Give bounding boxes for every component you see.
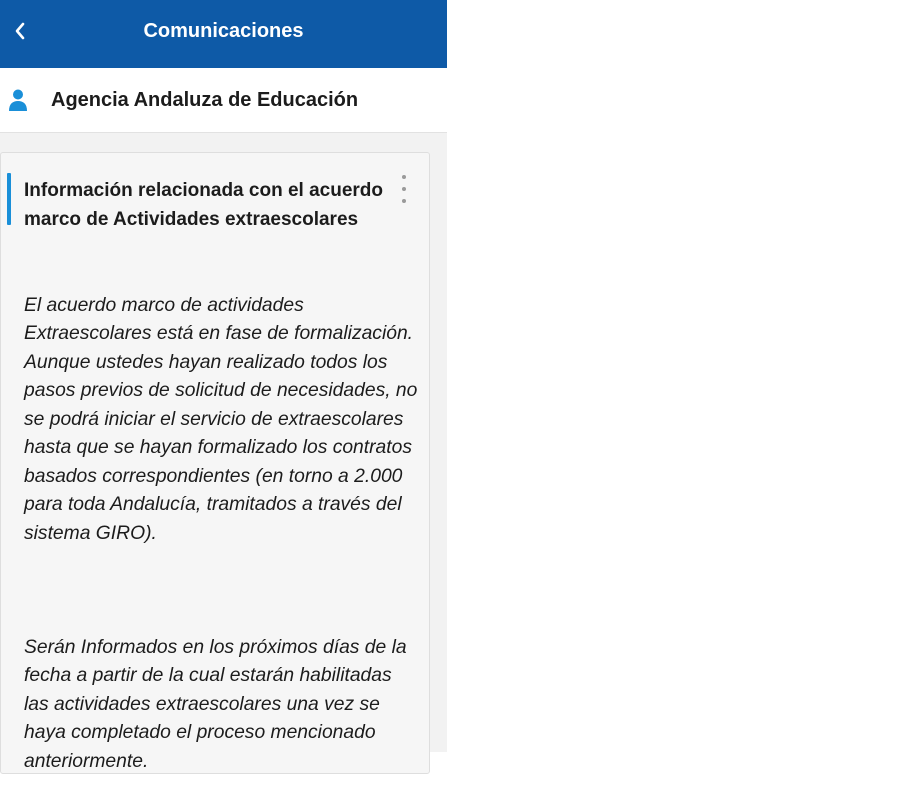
message-paragraph: Serán Informados en los próximos días de la fecha a partir de la cual estarán habilitadas las actividades extraescolares una vez se haya completado el proceso mencionado anteriormente.: [24, 636, 407, 772]
sender-row: [0, 68, 447, 133]
sender-name: Agencia Andaluza de Educación: [51, 89, 359, 111]
person-icon: [8, 88, 28, 112]
message-card[interactable]: [0, 152, 430, 774]
more-vertical-icon[interactable]: [395, 175, 413, 203]
message-paragraph: El acuerdo marco de actividades Extraescolares está en fase de formalización. Aunque ustedes hayan realizado todos los pasos previos de solicitud de necesidades, no se podrá iniciar el servicio de extraescolares hasta que se hayan formalizado los contratos basados correspondientes (en torno a 2.000 para toda Andalucía, tramitados a través del sistema GIRO).: [24, 294, 418, 544]
page-title: Comunicaciones: [143, 20, 304, 42]
app-screen: [0, 0, 447, 772]
message-body: [24, 263, 420, 805]
message-title: Información relacionada con el acuerdo marco de Actividades extraescolares: [24, 180, 383, 230]
top-app-bar: [0, 0, 447, 68]
unread-accent-bar: [7, 173, 11, 225]
blank-area: [447, 0, 910, 752]
